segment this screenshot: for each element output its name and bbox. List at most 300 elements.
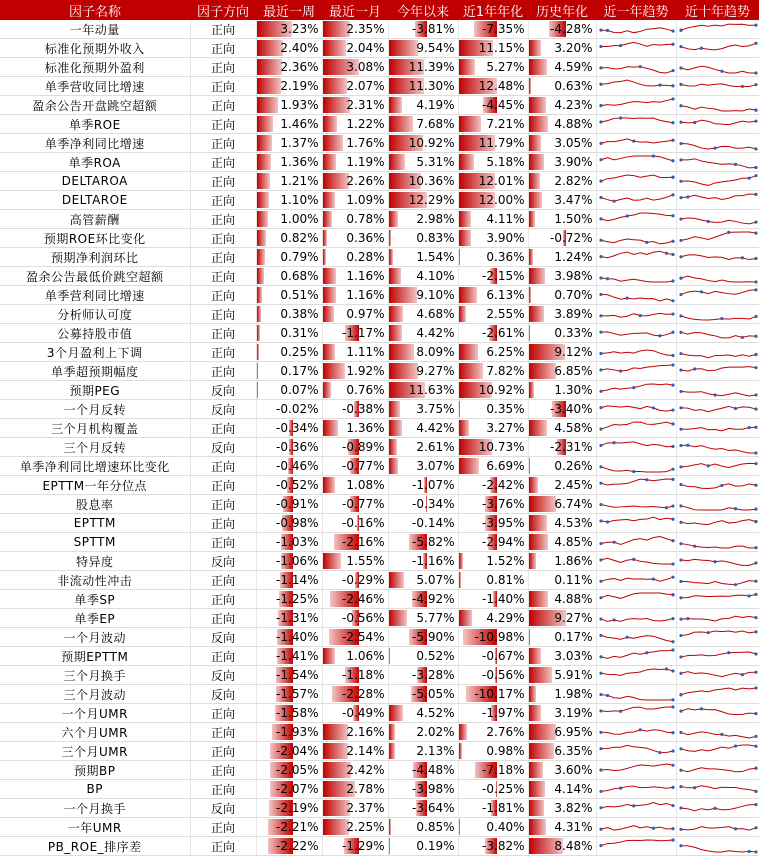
trend-10y-sparkline xyxy=(676,457,759,476)
value-text: -1.40% xyxy=(482,592,524,606)
value-text: 0.98% xyxy=(486,744,524,758)
value-bar xyxy=(459,724,468,740)
value-text: 0.26% xyxy=(554,459,592,473)
value-bar xyxy=(459,572,461,588)
value-text: -1.54% xyxy=(276,668,318,682)
value-text: -0.77% xyxy=(342,459,384,473)
value-cell xyxy=(528,704,596,723)
value-text: 3.03% xyxy=(554,649,592,663)
value-text: 2.13% xyxy=(416,744,454,758)
table-row xyxy=(0,628,759,647)
header-ytd[interactable]: 今年以来 xyxy=(388,0,458,20)
value-cell xyxy=(528,324,596,343)
value-cell xyxy=(256,229,322,248)
trend-1y-sparkline xyxy=(596,267,676,286)
value-text: -2.19% xyxy=(276,801,318,815)
value-bar xyxy=(529,173,540,189)
value-bar xyxy=(389,838,390,854)
value-text: 3.98% xyxy=(554,269,592,283)
value-text: 3.20% xyxy=(554,41,592,55)
value-text: 2.82% xyxy=(554,174,592,188)
trend-10y-sparkline xyxy=(676,704,759,723)
value-text: 3.07% xyxy=(416,459,454,473)
header-last-month[interactable]: 最近一月 xyxy=(322,0,388,20)
factor-direction: 正向 xyxy=(190,267,256,286)
value-text: -0.14% xyxy=(412,516,454,530)
factor-name: 3个月盈利上下调 xyxy=(0,343,190,362)
value-bar xyxy=(529,306,545,322)
factor-direction: 正向 xyxy=(190,172,256,191)
value-bar xyxy=(323,135,344,151)
factor-name: 一年动量 xyxy=(0,20,190,39)
value-text: -3.28% xyxy=(412,668,454,682)
value-text: -1.97% xyxy=(482,706,524,720)
trend-10y-sparkline xyxy=(676,419,759,438)
value-bar xyxy=(529,553,536,569)
value-cell xyxy=(528,191,596,210)
value-text: 0.36% xyxy=(486,250,524,264)
value-text: 0.17% xyxy=(280,364,318,378)
table-row xyxy=(0,590,759,609)
value-text: 4.88% xyxy=(554,592,592,606)
trend-1y-sparkline xyxy=(596,666,676,685)
factor-name: EPTTM xyxy=(0,514,190,533)
factor-name: 预期EPTTM xyxy=(0,647,190,666)
value-cell xyxy=(322,153,388,172)
value-bar xyxy=(323,382,332,398)
header-1y-annualized[interactable]: 近1年年化 xyxy=(458,0,528,20)
value-text: -2.61% xyxy=(482,326,524,340)
value-cell xyxy=(388,438,458,457)
value-bar xyxy=(323,724,348,740)
value-cell xyxy=(388,153,458,172)
factor-direction: 正向 xyxy=(190,476,256,495)
trend-10y-sparkline xyxy=(676,799,759,818)
value-cell xyxy=(388,533,458,552)
value-cell xyxy=(322,172,388,191)
table-row xyxy=(0,438,759,457)
trend-1y-sparkline xyxy=(596,191,676,210)
trend-1y-sparkline xyxy=(596,552,676,571)
trend-10y-sparkline xyxy=(676,761,759,780)
factor-direction: 正向 xyxy=(190,343,256,362)
value-cell xyxy=(528,666,596,685)
factor-name: 三个月波动 xyxy=(0,685,190,704)
value-text: 1.09% xyxy=(346,193,384,207)
factor-direction: 反向 xyxy=(190,685,256,704)
value-cell xyxy=(458,742,528,761)
value-bar xyxy=(257,249,266,265)
value-text: 3.08% xyxy=(346,60,384,74)
trend-10y-sparkline xyxy=(676,476,759,495)
value-text: -2.28% xyxy=(342,687,384,701)
value-cell xyxy=(388,514,458,533)
value-text: 3.89% xyxy=(554,307,592,321)
factor-name: DELTAROE xyxy=(0,191,190,210)
header-row xyxy=(0,0,759,20)
value-cell xyxy=(458,286,528,305)
table-row xyxy=(0,457,759,476)
value-cell xyxy=(322,780,388,799)
value-text: 1.54% xyxy=(416,250,454,264)
value-text: 0.38% xyxy=(280,307,318,321)
value-text: 3.23% xyxy=(280,22,318,36)
trend-10y-sparkline xyxy=(676,362,759,381)
value-bar xyxy=(459,287,478,303)
value-cell xyxy=(322,20,388,39)
value-cell xyxy=(388,343,458,362)
factor-name: 盈余公告最低价跳空超额 xyxy=(0,267,190,286)
value-text: 10.92% xyxy=(409,136,455,150)
trend-10y-sparkline xyxy=(676,267,759,286)
value-cell xyxy=(256,96,322,115)
value-text: 9.10% xyxy=(416,288,454,302)
value-cell xyxy=(388,115,458,134)
trend-10y-sparkline xyxy=(676,39,759,58)
factor-name: PB_ROE_排序差 xyxy=(0,837,190,856)
value-text: 0.17% xyxy=(554,630,592,644)
value-cell xyxy=(388,20,458,39)
factor-direction: 反向 xyxy=(190,666,256,685)
value-bar xyxy=(389,306,404,322)
value-cell xyxy=(388,628,458,647)
factor-direction: 正向 xyxy=(190,96,256,115)
value-bar xyxy=(257,287,263,303)
value-cell xyxy=(322,96,388,115)
header-direction[interactable]: 因子方向 xyxy=(190,0,256,20)
value-cell xyxy=(256,210,322,229)
value-text: -0.29% xyxy=(342,573,384,587)
value-bar xyxy=(529,249,534,265)
value-text: 1.46% xyxy=(280,117,318,131)
value-text: 0.07% xyxy=(280,383,318,397)
value-cell xyxy=(528,96,596,115)
factor-direction: 正向 xyxy=(190,761,256,780)
value-bar xyxy=(529,819,546,835)
value-cell xyxy=(458,96,528,115)
value-text: 4.59% xyxy=(554,60,592,74)
value-text: 0.68% xyxy=(280,269,318,283)
value-text: 4.14% xyxy=(554,782,592,796)
value-bar xyxy=(459,306,467,322)
value-cell xyxy=(458,780,528,799)
value-text: 3.27% xyxy=(486,421,524,435)
value-cell xyxy=(256,495,322,514)
table-row xyxy=(0,191,759,210)
trend-1y-sparkline xyxy=(596,609,676,628)
value-cell xyxy=(528,305,596,324)
value-cell xyxy=(458,533,528,552)
value-cell xyxy=(256,780,322,799)
value-bar xyxy=(529,420,547,436)
value-bar xyxy=(459,230,471,246)
value-text: 4.42% xyxy=(416,326,454,340)
factor-direction: 反向 xyxy=(190,628,256,647)
trend-10y-sparkline xyxy=(676,58,759,77)
header-factor-name[interactable]: 因子名称 xyxy=(0,0,190,20)
value-text: 4.29% xyxy=(486,611,524,625)
value-bar xyxy=(529,382,534,398)
value-cell xyxy=(528,77,596,96)
trend-1y-sparkline xyxy=(596,381,676,400)
value-cell xyxy=(388,761,458,780)
value-text: 2.02% xyxy=(416,725,454,739)
value-bar xyxy=(257,325,260,341)
value-bar xyxy=(389,819,392,835)
value-text: 2.19% xyxy=(280,79,318,93)
value-text: 2.45% xyxy=(554,478,592,492)
value-text: 0.51% xyxy=(280,288,318,302)
value-text: 9.54% xyxy=(416,41,454,55)
value-text: 2.25% xyxy=(346,820,384,834)
value-bar xyxy=(529,515,547,531)
trend-1y-sparkline xyxy=(596,837,676,856)
table-row xyxy=(0,780,759,799)
trend-1y-sparkline xyxy=(596,457,676,476)
value-text: -2.54% xyxy=(342,630,384,644)
value-text: -0.89% xyxy=(342,440,384,454)
value-cell xyxy=(458,39,528,58)
value-bar xyxy=(459,401,460,417)
factor-name: 非流动性冲击 xyxy=(0,571,190,590)
factor-direction: 反向 xyxy=(190,438,256,457)
value-cell xyxy=(528,248,596,267)
value-text: -10.98% xyxy=(474,630,524,644)
factor-direction: 正向 xyxy=(190,229,256,248)
value-text: -0.91% xyxy=(276,497,318,511)
value-cell xyxy=(388,191,458,210)
trend-10y-sparkline xyxy=(676,191,759,210)
value-text: -1.40% xyxy=(276,630,318,644)
value-text: -1.81% xyxy=(482,801,524,815)
value-cell xyxy=(528,742,596,761)
value-bar xyxy=(459,249,460,265)
factor-name: 预期ROE环比变化 xyxy=(0,229,190,248)
value-cell xyxy=(388,419,458,438)
value-text: -7.18% xyxy=(482,763,524,777)
value-bar xyxy=(257,116,273,132)
value-cell xyxy=(322,457,388,476)
value-text: 7.82% xyxy=(486,364,524,378)
table-row xyxy=(0,362,759,381)
value-cell xyxy=(528,134,596,153)
factor-direction: 正向 xyxy=(190,324,256,343)
value-bar xyxy=(389,648,391,664)
value-text: -2.21% xyxy=(276,820,318,834)
value-cell xyxy=(256,742,322,761)
value-cell xyxy=(528,818,596,837)
factor-direction: 反向 xyxy=(190,799,256,818)
value-text: 4.88% xyxy=(554,117,592,131)
value-cell xyxy=(388,571,458,590)
value-bar xyxy=(529,458,530,474)
value-text: -3.64% xyxy=(412,801,454,815)
trend-1y-sparkline xyxy=(596,723,676,742)
factor-direction: 正向 xyxy=(190,590,256,609)
value-cell xyxy=(388,495,458,514)
value-text: 0.35% xyxy=(486,402,524,416)
value-text: 5.31% xyxy=(416,155,454,169)
value-bar xyxy=(529,686,537,702)
table-row xyxy=(0,39,759,58)
value-text: -2.46% xyxy=(342,592,384,606)
trend-10y-sparkline xyxy=(676,343,759,362)
value-cell xyxy=(256,628,322,647)
trend-10y-sparkline xyxy=(676,742,759,761)
value-cell xyxy=(256,533,322,552)
value-bar xyxy=(323,40,347,56)
value-bar xyxy=(529,591,549,607)
trend-10y-sparkline xyxy=(676,514,759,533)
value-cell xyxy=(322,210,388,229)
value-cell xyxy=(388,704,458,723)
value-text: 3.60% xyxy=(554,763,592,777)
header-hist-annualized[interactable]: 历史年化 xyxy=(528,0,596,20)
value-cell xyxy=(322,305,388,324)
value-bar xyxy=(529,781,546,797)
value-bar xyxy=(459,553,464,569)
value-cell xyxy=(528,400,596,419)
trend-10y-sparkline xyxy=(676,210,759,229)
table-row xyxy=(0,77,759,96)
factor-direction: 正向 xyxy=(190,742,256,761)
factor-direction: 正向 xyxy=(190,305,256,324)
value-cell xyxy=(458,229,528,248)
value-cell xyxy=(528,780,596,799)
value-text: -2.04% xyxy=(276,744,318,758)
trend-10y-sparkline xyxy=(676,495,759,514)
value-cell xyxy=(388,666,458,685)
header-1y-trend[interactable]: 近一年趋势 xyxy=(596,0,676,20)
value-text: 3.47% xyxy=(554,193,592,207)
value-cell xyxy=(458,818,528,837)
value-text: 1.86% xyxy=(554,554,592,568)
trend-1y-sparkline xyxy=(596,704,676,723)
value-text: 1.16% xyxy=(346,269,384,283)
value-cell xyxy=(322,495,388,514)
value-cell xyxy=(458,381,528,400)
value-cell xyxy=(458,191,528,210)
value-text: 1.16% xyxy=(346,288,384,302)
value-cell xyxy=(256,476,322,495)
factor-direction: 正向 xyxy=(190,77,256,96)
value-bar xyxy=(257,173,270,189)
factor-direction: 正向 xyxy=(190,39,256,58)
trend-10y-sparkline xyxy=(676,229,759,248)
factor-name: BP xyxy=(0,780,190,799)
trend-10y-sparkline xyxy=(676,685,759,704)
factor-name: 一个月UMR xyxy=(0,704,190,723)
trend-1y-sparkline xyxy=(596,742,676,761)
value-cell xyxy=(458,172,528,191)
value-bar xyxy=(389,420,403,436)
trend-10y-sparkline xyxy=(676,723,759,742)
value-text: 12.29% xyxy=(409,193,455,207)
value-text: -0.34% xyxy=(276,421,318,435)
trend-1y-sparkline xyxy=(596,799,676,818)
factor-direction: 正向 xyxy=(190,533,256,552)
factor-name: SPTTM xyxy=(0,533,190,552)
value-bar xyxy=(257,78,281,94)
value-text: 5.07% xyxy=(416,573,454,587)
value-bar xyxy=(257,306,261,322)
value-text: -4.28% xyxy=(550,22,592,36)
header-10y-trend[interactable]: 近十年趋势 xyxy=(676,0,759,20)
trend-1y-sparkline xyxy=(596,96,676,115)
value-cell xyxy=(458,704,528,723)
value-bar xyxy=(529,762,543,778)
trend-1y-sparkline xyxy=(596,685,676,704)
header-last-week[interactable]: 最近一周 xyxy=(256,0,322,20)
value-text: 12.00% xyxy=(479,193,525,207)
trend-10y-sparkline xyxy=(676,20,759,39)
value-text: 4.10% xyxy=(416,269,454,283)
value-bar xyxy=(459,211,472,227)
value-cell xyxy=(528,153,596,172)
trend-1y-sparkline xyxy=(596,20,676,39)
value-text: 0.33% xyxy=(554,326,592,340)
value-cell xyxy=(458,438,528,457)
value-cell xyxy=(322,438,388,457)
value-text: -4.45% xyxy=(482,98,524,112)
table-row xyxy=(0,58,759,77)
value-text: 0.28% xyxy=(346,250,384,264)
value-cell xyxy=(322,381,388,400)
value-text: 0.70% xyxy=(554,288,592,302)
value-cell xyxy=(388,818,458,837)
factor-name: 三个月机构覆盖 xyxy=(0,419,190,438)
value-cell xyxy=(528,590,596,609)
value-bar xyxy=(323,819,349,835)
value-cell xyxy=(528,799,596,818)
value-text: 3.05% xyxy=(554,136,592,150)
value-bar xyxy=(529,648,541,664)
trend-10y-sparkline xyxy=(676,115,759,134)
value-bar xyxy=(323,306,334,322)
table-row xyxy=(0,267,759,286)
value-bar xyxy=(257,230,266,246)
value-text: -2.15% xyxy=(482,269,524,283)
value-text: 0.52% xyxy=(416,649,454,663)
table-row xyxy=(0,837,759,856)
value-bar xyxy=(389,116,413,132)
trend-10y-sparkline xyxy=(676,77,759,96)
value-text: 4.19% xyxy=(416,98,454,112)
value-cell xyxy=(322,571,388,590)
value-cell xyxy=(528,647,596,666)
value-cell xyxy=(528,552,596,571)
factor-direction: 正向 xyxy=(190,457,256,476)
factor-name: 一个月换手 xyxy=(0,799,190,818)
value-text: 2.61% xyxy=(416,440,454,454)
value-cell xyxy=(458,343,528,362)
value-cell xyxy=(256,286,322,305)
factor-direction: 正向 xyxy=(190,780,256,799)
value-cell xyxy=(458,248,528,267)
factor-name: 单季ROA xyxy=(0,153,190,172)
value-text: 10.92% xyxy=(479,383,525,397)
value-text: 3.19% xyxy=(554,706,592,720)
value-cell xyxy=(322,362,388,381)
value-cell xyxy=(322,533,388,552)
value-bar xyxy=(459,344,478,360)
value-text: -2.16% xyxy=(342,535,384,549)
value-text: 1.19% xyxy=(346,155,384,169)
value-bar xyxy=(257,40,283,56)
value-cell xyxy=(322,286,388,305)
table-row xyxy=(0,609,759,628)
value-text: 1.92% xyxy=(346,364,384,378)
